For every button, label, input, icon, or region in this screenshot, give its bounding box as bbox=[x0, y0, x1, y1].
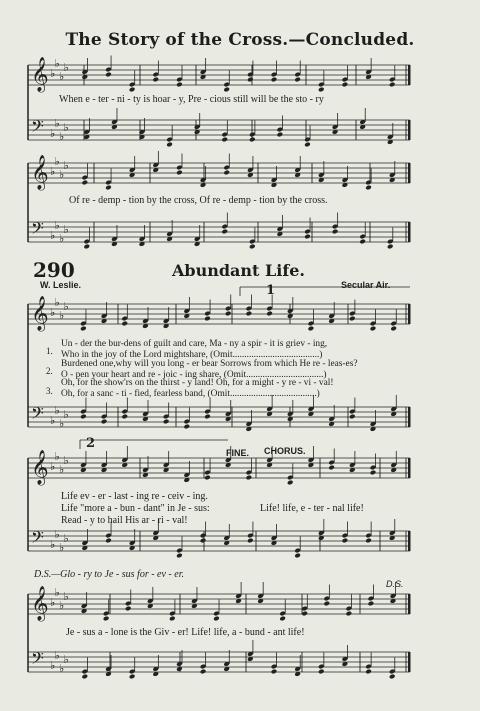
note-head bbox=[246, 475, 253, 481]
flat-icon: ♭ bbox=[54, 117, 60, 130]
chorus-lyric: Read - y to hail His ar - ri - val! bbox=[61, 515, 188, 526]
flat-icon: ♭ bbox=[54, 219, 60, 232]
note-head bbox=[249, 137, 256, 143]
final-bar bbox=[408, 407, 411, 427]
note-head bbox=[105, 185, 112, 191]
flat-icon: ♭ bbox=[59, 130, 65, 143]
note-head bbox=[277, 132, 284, 138]
note-head bbox=[318, 669, 325, 675]
note-head bbox=[163, 419, 170, 425]
note-head bbox=[389, 674, 396, 680]
flat-icon: ♭ bbox=[63, 454, 69, 467]
flat-icon: ♭ bbox=[54, 155, 60, 168]
note-head bbox=[342, 538, 349, 544]
flat-icon: ♭ bbox=[54, 649, 60, 662]
note-head bbox=[200, 538, 207, 544]
note-head bbox=[294, 553, 301, 559]
flat-icon: ♭ bbox=[59, 70, 65, 83]
ending-mark: 1 bbox=[266, 283, 276, 298]
note-head bbox=[389, 82, 396, 88]
ending-mark: 2 bbox=[86, 436, 96, 451]
note-head bbox=[200, 669, 207, 675]
note-head bbox=[318, 87, 325, 93]
flat-icon: ♭ bbox=[50, 659, 56, 672]
note-head bbox=[266, 311, 273, 317]
note-head bbox=[365, 669, 372, 675]
final-bar bbox=[408, 652, 411, 672]
flat-icon: ♭ bbox=[54, 57, 60, 70]
verse-line: Un - der the bur-dens of guilt and care, Ma - ny a spir - it is griev - ing, bbox=[61, 339, 328, 349]
ds-line: D.S.—Glo - ry to Je - sus for - ev - er. bbox=[34, 569, 184, 580]
treble-clef-icon: 𝄞 bbox=[31, 586, 49, 621]
note-head bbox=[365, 538, 372, 544]
note-head bbox=[323, 601, 330, 607]
flat-icon: ♭ bbox=[50, 538, 56, 551]
note-head bbox=[390, 326, 397, 332]
note-head bbox=[387, 244, 394, 250]
flat-icon: ♭ bbox=[50, 229, 56, 242]
flat-icon: ♭ bbox=[50, 165, 56, 178]
note-head bbox=[223, 170, 230, 176]
note-head bbox=[271, 77, 278, 83]
verse-line: Burdened one,why will you long - er bear Sorrows from which He re - leas-es? bbox=[61, 359, 358, 369]
note-head bbox=[279, 616, 286, 622]
flat-icon: ♭ bbox=[50, 596, 56, 609]
flat-icon: ♭ bbox=[63, 590, 69, 603]
note-head bbox=[332, 229, 339, 235]
flat-icon: ♭ bbox=[63, 408, 69, 421]
bass-clef-icon: 𝄢 bbox=[31, 648, 44, 672]
note-head bbox=[176, 82, 183, 88]
note-head bbox=[103, 616, 110, 622]
verse-number: 2. bbox=[46, 366, 53, 376]
note-head bbox=[246, 311, 253, 317]
final-bar bbox=[408, 120, 411, 140]
note-head bbox=[82, 674, 89, 680]
hymn-title: Abundant Life. bbox=[172, 261, 305, 280]
flat-icon: ♭ bbox=[50, 460, 56, 473]
flat-icon: ♭ bbox=[54, 586, 60, 599]
note-head bbox=[129, 87, 136, 93]
treble-clef-icon: 𝄞 bbox=[31, 450, 49, 485]
flat-icon: ♭ bbox=[50, 414, 56, 427]
note-head bbox=[204, 414, 211, 420]
flat-icon: ♭ bbox=[59, 541, 65, 554]
note-head bbox=[368, 601, 375, 607]
note-head bbox=[82, 180, 89, 186]
flat-icon: ♭ bbox=[54, 404, 60, 417]
final-bar bbox=[408, 65, 411, 85]
note-head bbox=[221, 137, 228, 143]
note-head bbox=[80, 326, 87, 332]
flat-icon: ♭ bbox=[63, 121, 69, 134]
lyric-line: When e - ter - ni - ty is hoar - y, Pre - cious still will be the sto - ry bbox=[59, 94, 324, 105]
note-head bbox=[342, 82, 349, 88]
note-head bbox=[125, 606, 132, 612]
flat-icon: ♭ bbox=[54, 528, 60, 541]
note-head bbox=[328, 465, 335, 471]
final-bar bbox=[408, 163, 411, 183]
flat-icon: ♭ bbox=[59, 599, 65, 612]
treble-clef-icon: 𝄞 bbox=[31, 155, 49, 190]
verse-line: Oh, for a sanc - ti - fied, fearless band, (Omit.....................................) bbox=[61, 389, 320, 399]
flat-icon: ♭ bbox=[50, 306, 56, 319]
flat-icon: ♭ bbox=[54, 450, 60, 463]
note-head bbox=[370, 326, 377, 332]
flat-icon: ♭ bbox=[59, 662, 65, 675]
note-head bbox=[346, 611, 353, 617]
fine-mark: FINE. bbox=[226, 448, 250, 458]
final-bar bbox=[408, 458, 411, 478]
note-head bbox=[308, 326, 315, 332]
note-head bbox=[169, 616, 176, 622]
note-head bbox=[247, 77, 254, 83]
bass-clef-icon: 𝄢 bbox=[31, 403, 44, 427]
note-head bbox=[176, 553, 183, 559]
note-head bbox=[359, 239, 366, 245]
bass-clef-icon: 𝄢 bbox=[31, 116, 44, 140]
flat-icon: ♭ bbox=[63, 223, 69, 236]
note-head bbox=[221, 229, 228, 235]
bass-clef-icon: 𝄢 bbox=[31, 527, 44, 551]
flat-icon: ♭ bbox=[59, 232, 65, 245]
note-head bbox=[101, 419, 108, 425]
note-head bbox=[304, 234, 311, 240]
chorus-lyric: Life! life, e - ter - nal life! bbox=[260, 503, 364, 514]
note-head bbox=[121, 414, 128, 420]
final-bar bbox=[408, 531, 411, 551]
final-lyric: Je - sus a - lone is the Giv - er! Life! life, a - bund - ant life! bbox=[66, 627, 305, 638]
flat-icon: ♭ bbox=[59, 309, 65, 322]
page-title: The Story of the Cross.—Concluded. bbox=[65, 30, 415, 50]
note-head bbox=[247, 538, 254, 544]
flat-icon: ♭ bbox=[63, 653, 69, 666]
treble-clef-icon: 𝄞 bbox=[31, 57, 49, 92]
chorus-lyric: Life ev - er - last - ing re - ceiv - ing. bbox=[61, 491, 208, 502]
verse-number: 1. bbox=[46, 346, 53, 356]
tune-name: Secular Air. bbox=[341, 280, 391, 290]
bass-clef-icon: 𝄢 bbox=[31, 218, 44, 242]
note-head bbox=[249, 244, 256, 250]
note-head bbox=[223, 87, 230, 93]
note-head bbox=[365, 185, 372, 191]
note-head bbox=[370, 470, 377, 476]
note-head bbox=[105, 72, 112, 78]
note-head bbox=[183, 424, 190, 430]
verse-line: Who in the joy of the Lord mightshare, (Omit.....................................) bbox=[61, 350, 323, 360]
note-head bbox=[105, 538, 112, 544]
note-head bbox=[152, 77, 159, 83]
note-head bbox=[225, 311, 232, 317]
note-head bbox=[271, 669, 278, 675]
final-bar bbox=[408, 594, 411, 614]
flat-icon: ♭ bbox=[59, 417, 65, 430]
flat-icon: ♭ bbox=[63, 532, 69, 545]
note-head bbox=[83, 244, 90, 250]
note-head bbox=[349, 316, 356, 322]
note-head bbox=[129, 674, 136, 680]
flat-icon: ♭ bbox=[59, 168, 65, 181]
ds-mark: D.S. bbox=[386, 579, 404, 589]
note-head bbox=[349, 414, 356, 420]
note-head bbox=[166, 142, 173, 148]
chorus-label: CHORUS. bbox=[264, 446, 306, 456]
note-head bbox=[287, 480, 294, 486]
lyric-line: Of re - demp - tion by the cross, Of re - demp - tion by the cross. bbox=[69, 195, 328, 206]
final-bar bbox=[408, 304, 411, 324]
flat-icon: ♭ bbox=[50, 67, 56, 80]
verse-line: O - pen your heart and re - joic - ing share, (Omit.................................) bbox=[61, 370, 327, 380]
note-head bbox=[304, 142, 311, 148]
verse-line: Oh, for the show'rs on the thirst - y land! Oh, for a might - y re - vi - val! bbox=[61, 378, 334, 388]
flat-icon: ♭ bbox=[63, 159, 69, 172]
note-head bbox=[121, 321, 128, 327]
final-bar bbox=[408, 222, 411, 242]
verse-number: 3. bbox=[46, 386, 53, 396]
flat-icon: ♭ bbox=[59, 463, 65, 476]
flat-icon: ♭ bbox=[54, 296, 60, 309]
flat-icon: ♭ bbox=[63, 61, 69, 74]
note-head bbox=[80, 414, 87, 420]
flat-icon: ♭ bbox=[63, 300, 69, 313]
note-head bbox=[204, 475, 211, 481]
note-head bbox=[294, 77, 301, 83]
note-head bbox=[213, 616, 220, 622]
note-head bbox=[204, 316, 211, 322]
note-head bbox=[176, 170, 183, 176]
treble-clef-icon: 𝄞 bbox=[31, 296, 49, 331]
flat-icon: ♭ bbox=[50, 127, 56, 140]
chorus-lyric: Life "more a - bun - dant" in Je - sus: bbox=[61, 503, 210, 514]
hymn-number: 290 bbox=[33, 258, 75, 282]
author: W. Leslie. bbox=[40, 280, 82, 290]
